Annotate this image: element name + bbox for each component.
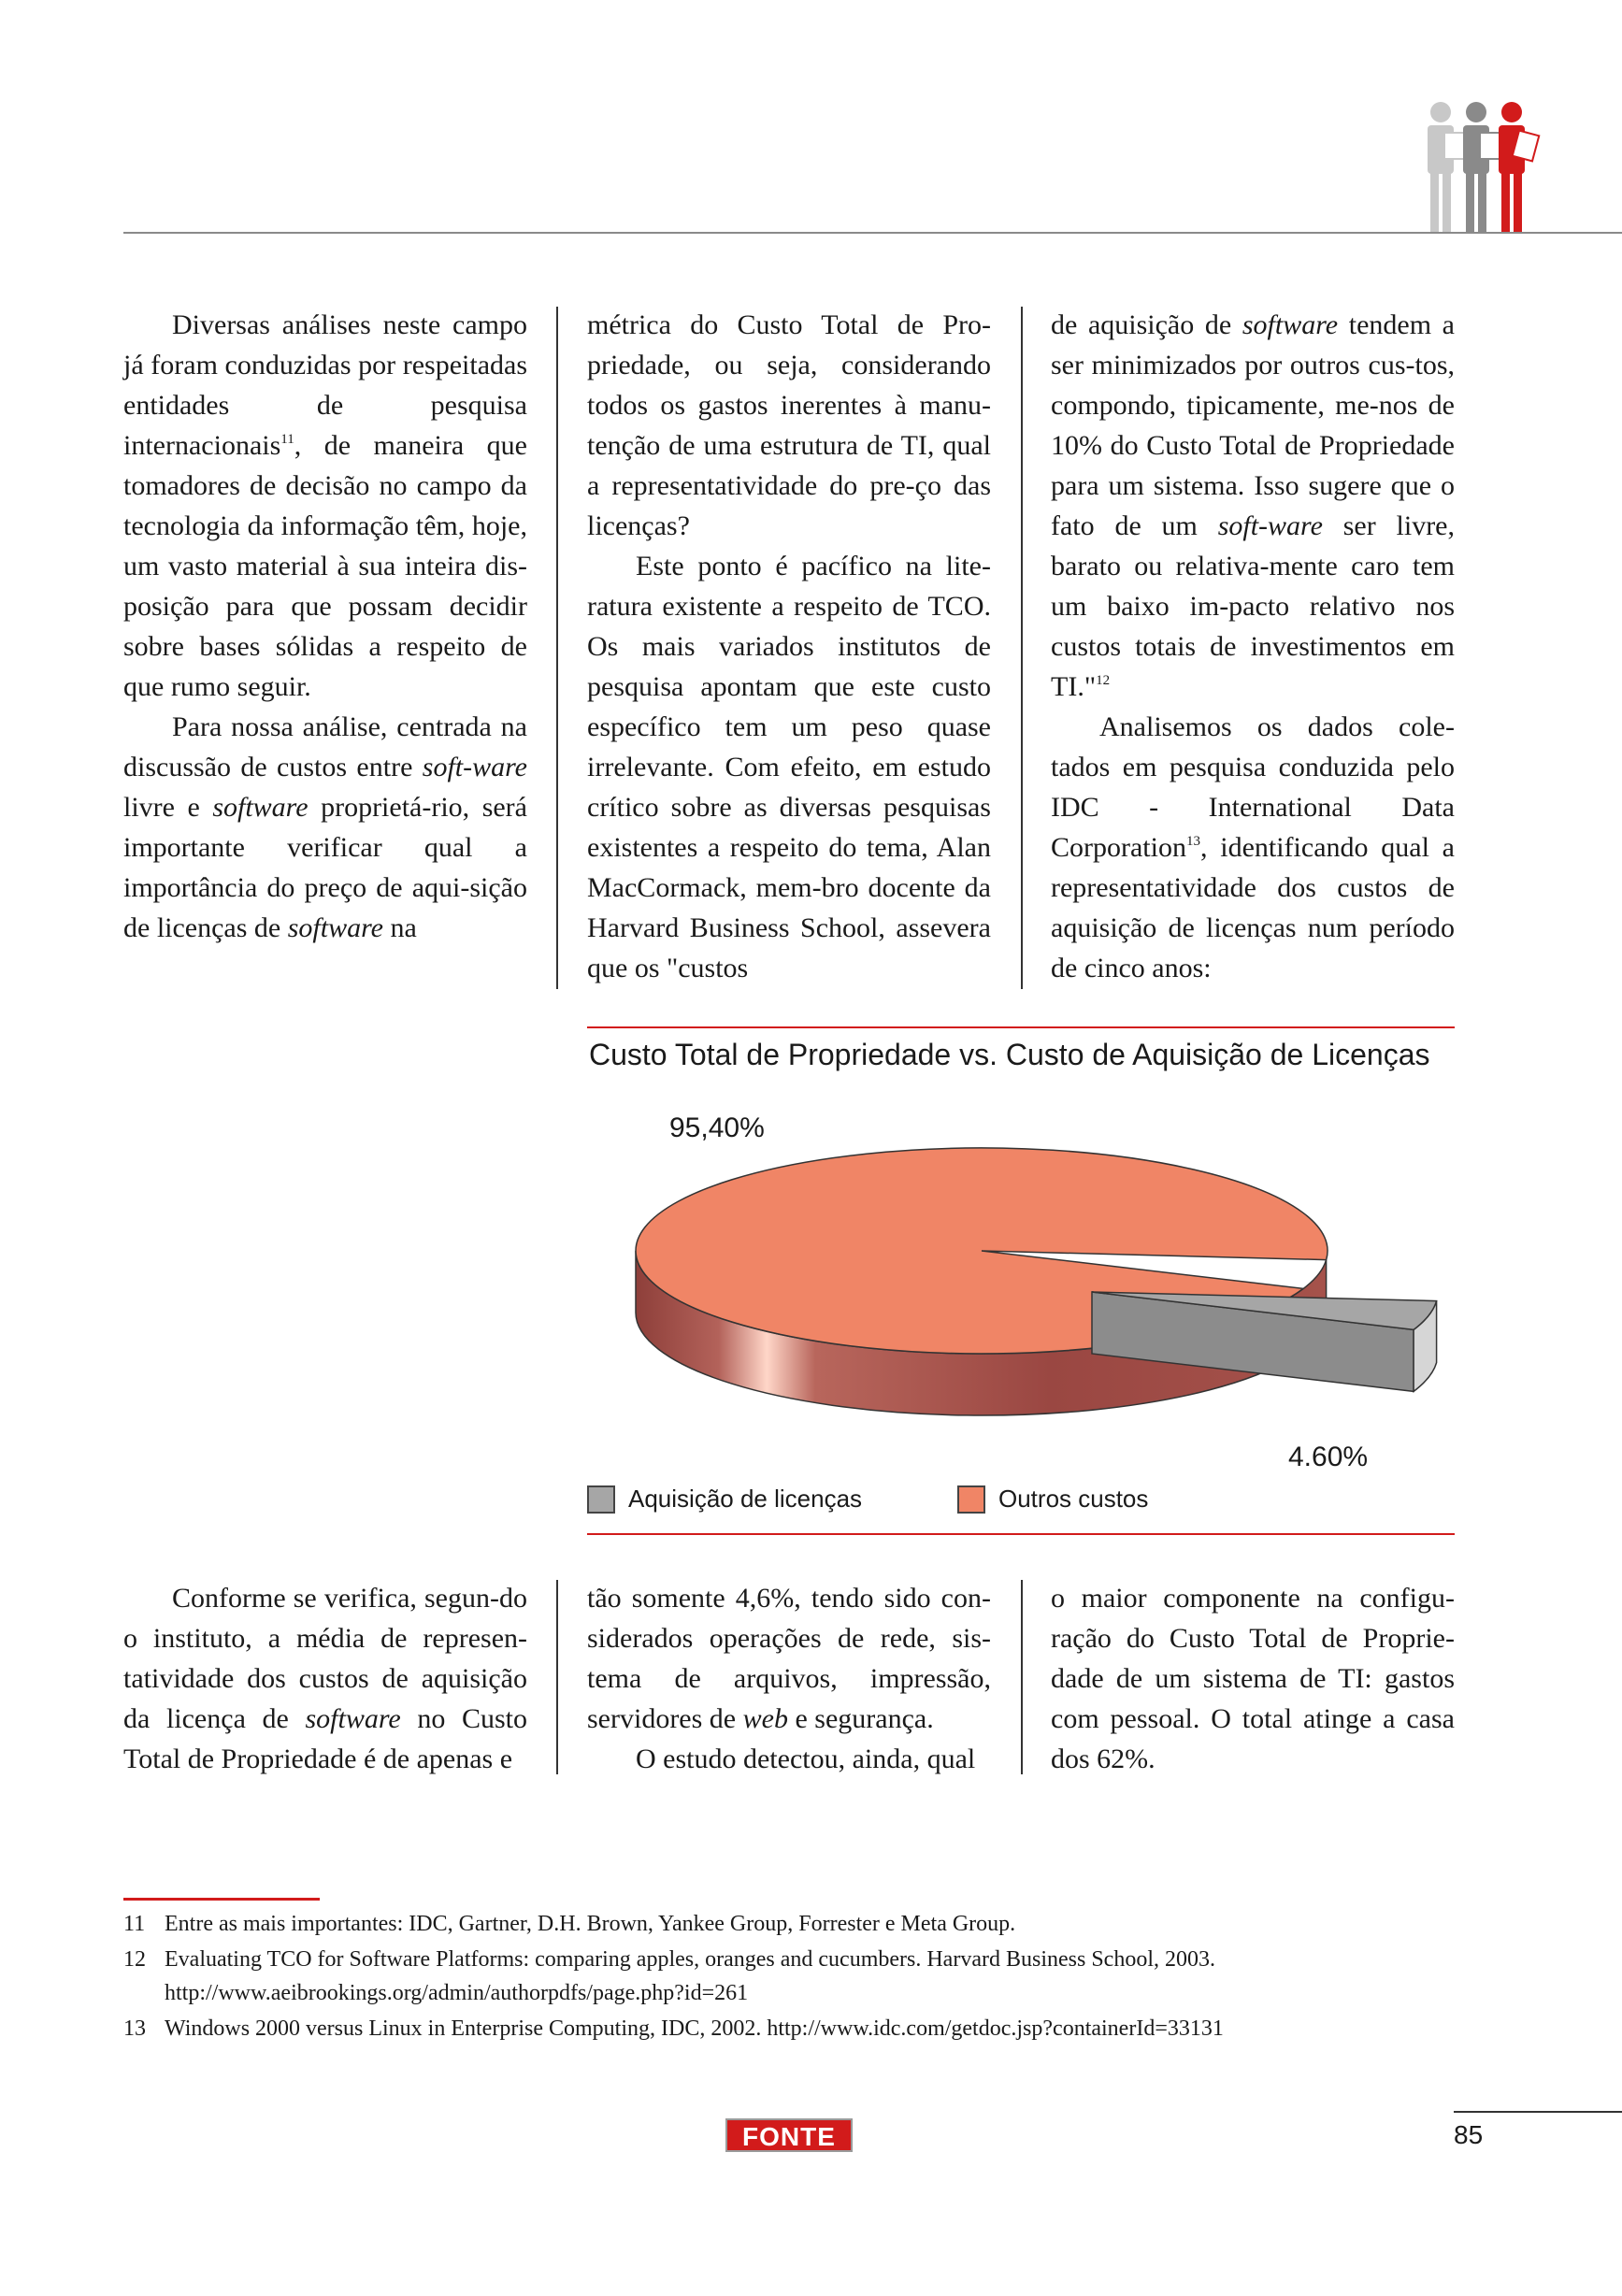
chart-bottom-rule — [587, 1533, 1455, 1535]
column-3-top — [1051, 305, 1455, 988]
footnote-item: 13 Windows 2000 versus Linux in Enterprise Computing, IDC, 2002. http://www.idc.com/getdoc.jsp?containerId=33131 — [123, 2016, 1224, 2041]
chart-title: Custo Total de Propriedade vs. Custo de Aquisição de Licenças — [589, 1038, 1430, 1071]
legend-swatch-salmon — [957, 1485, 985, 1514]
legend-item-outros — [957, 1485, 1148, 1514]
data-label-aquisicao: 4.60% — [1288, 1442, 1369, 1472]
column-1-top — [123, 305, 527, 948]
column-2-bottom — [587, 1578, 991, 1779]
paragraph: tão somente 4,6%, tendo sido con-siderados operações de rede, sis-tema de arquivos, impressão, servidores de web e segurança. — [587, 1583, 991, 1734]
column-divider — [1021, 1580, 1023, 1774]
paragraph: de aquisição de software tendem a ser minimizados por outros cus-tos, compondo, tipicamente, me-nos de 10% do Custo Total de Propriedade para um sistema. Isso sugere que o fato de um soft-ware ser livre, barato ou relativa-mente caro tem um baixo im-pacto relativo nos custos totais de investimentos em TI."$^{12}$ — [1051, 309, 1455, 702]
page-number: 85 — [1454, 2120, 1484, 2149]
footnote-ref: 12 — [1096, 673, 1111, 688]
header-rule — [123, 232, 1622, 234]
paragraph: O estudo detectou, ainda, qual — [636, 1744, 976, 1774]
paragraph: Diversas análises neste campo já foram conduzidas por respeitadas entidades de pesquisa internacionais$^{11}$, de maneira que tomadores de decisão no campo da tecnologia da informação têm, hoje, um vasto material à sua inteira dis-posição para que possam decidir sobre bases sólidas a respeito de que rumo seguir. — [123, 309, 527, 702]
footnote-item: 11 Entre as mais importantes: IDC, Gartner, D.H. Brown, Yankee Group, Forrester e Meta Group. — [123, 1912, 1016, 1936]
paragraph: Analisemos os dados cole-tados em pesquisa conduzida pelo IDC - International Data Corporation$^{13}$, identificando qual a representatividade dos custos de aquisição de licenças num período de cinco anos: — [1051, 711, 1455, 983]
paragraph: Conforme se verifica, segun-do o instituto, a média de represen-tatividade dos custos de aquisição da licença de software no Custo Total de Propriedade é de apenas e — [123, 1583, 527, 1774]
footnote-ref: 11 — [280, 432, 294, 447]
column-3-bottom — [1051, 1578, 1455, 1779]
column-1-bottom — [123, 1578, 527, 1779]
legend-swatch-gray — [587, 1485, 615, 1514]
column-divider — [556, 307, 558, 989]
footnote-item: 12 Evaluating TCO for Software Platforms: comparing apples, oranges and cucumbers. Harvard Business School, 2003. http://www.aeibrookings.org/admin/authorpdfs/page.php?id=261 — [123, 1947, 1215, 2005]
page-number-rule — [1454, 2111, 1622, 2113]
footnote-rule — [123, 1898, 320, 1901]
data-label-outros: 95,40% — [669, 1112, 765, 1143]
column-2-top — [587, 305, 991, 988]
footnote-ref: 13 — [1185, 834, 1200, 849]
paragraph: Para nossa análise, centrada na discussão de custos entre soft-ware livre e software proprietá-rio, será importante verificar qual a importância do preço de aqui-sição de licenças de software na — [123, 711, 527, 943]
legend-label: Aquisição de licenças — [628, 1485, 863, 1513]
people-logo-icon — [1407, 93, 1547, 234]
fonte-logo: FONTE — [725, 2118, 853, 2152]
legend-item-aquisicao — [587, 1485, 862, 1514]
legend-label: Outros custos — [998, 1485, 1149, 1513]
paragraph: métrica do Custo Total de Pro-priedade, ou seja, considerando todos os gastos inerentes à manu-tenção de uma estrutura de TI, qual a representatividade do pre-ço das licenças? — [587, 309, 991, 541]
column-divider — [556, 1580, 558, 1774]
paragraph: Este ponto é pacífico na lite-ratura existente a respeito de TCO. Os mais variados institutos de pesquisa apontam que este custo específico tem um peso quase irrelevante. Com efeito, em estudo crítico sobre as diversas pesquisas existentes a respeito do tema, Alan MacCormack, mem-bro docente da Harvard Business School, assevera que os "custos — [587, 551, 991, 983]
paragraph: o maior componente na configu-ração do Custo Total de Proprie-dade de um sistema de TI: gastos com pessoal. O total atinge a casa dos 62%. — [1051, 1583, 1455, 1774]
column-divider — [1021, 307, 1023, 989]
footnotes — [123, 1907, 1414, 2047]
pie-chart — [589, 1094, 1468, 1486]
chart-top-rule — [587, 1026, 1455, 1028]
